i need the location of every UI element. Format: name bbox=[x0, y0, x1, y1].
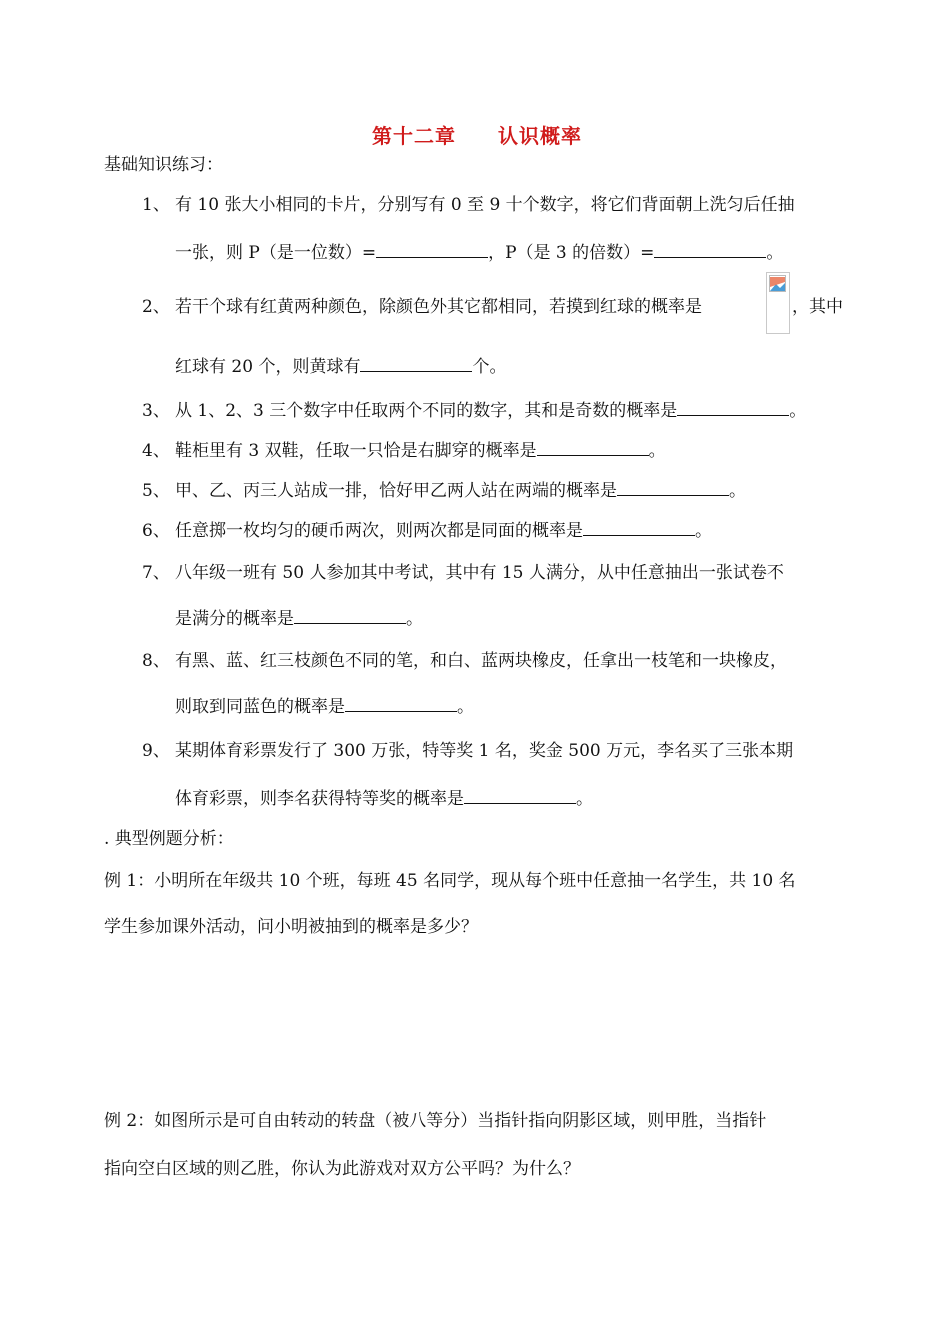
question-text-continued bbox=[175, 692, 474, 717]
example-2-text: 例 2：如图所示是可自由转动的转盘（被八等分）当指针指向阴影区域，则甲胜，当指针 bbox=[104, 1111, 767, 1131]
answer-blank[interactable] bbox=[464, 789, 576, 804]
answer-blank[interactable] bbox=[537, 441, 649, 456]
page-title: 第十二章 认识概率 bbox=[372, 124, 582, 148]
question-text: 甲、乙、丙三人站成一排，恰好甲乙两人站在两端的概率是 bbox=[175, 481, 617, 501]
answer-blank[interactable] bbox=[360, 357, 472, 372]
answer-blank[interactable] bbox=[345, 697, 457, 712]
example-1-text-continued: 学生参加课外活动，问小明被抽到的概率是多少？ bbox=[104, 917, 478, 937]
question-text: 八年级一班有 50 人参加其中考试，其中有 15 人满分，从中任意抽出一张试卷不 bbox=[175, 563, 784, 583]
question-number: 8、 bbox=[142, 651, 170, 671]
question-text: 任意掷一枚均匀的硬币两次，则两次都是同面的概率是 bbox=[175, 521, 583, 541]
question-text: 。 bbox=[695, 521, 712, 541]
question-number: 7、 bbox=[142, 563, 170, 583]
answer-blank[interactable] bbox=[654, 243, 766, 258]
question-number: 4、 bbox=[142, 441, 170, 461]
question-text: 个。 bbox=[472, 357, 507, 377]
question-text-line bbox=[175, 476, 746, 501]
section-heading-basic: 基础知识练习： bbox=[104, 155, 223, 175]
question-text-continued bbox=[175, 238, 783, 263]
question-text-continued bbox=[175, 604, 423, 629]
fraction-image-placeholder bbox=[766, 272, 790, 334]
question-number: 2、 bbox=[142, 297, 170, 317]
question-text: ，其中 bbox=[792, 297, 843, 317]
section-heading-examples: . 典型例题分析： bbox=[104, 829, 234, 849]
question-text: 。 bbox=[406, 609, 423, 629]
question-text-line bbox=[175, 396, 806, 421]
question-text: 是满分的概率是 bbox=[175, 609, 294, 629]
question-text: 鞋柜里有 3 双鞋，任取一只恰是右脚穿的概率是 bbox=[175, 441, 537, 461]
question-text: 红球有 20 个，则黄球有 bbox=[175, 357, 361, 377]
question-number: 6、 bbox=[142, 521, 170, 541]
question-text: 。 bbox=[457, 697, 474, 717]
question-text: 一张，则 P（是一位数）= bbox=[175, 243, 377, 263]
answer-blank[interactable] bbox=[376, 243, 488, 258]
example-2-text-continued: 指向空白区域的则乙胜，你认为此游戏对双方公平吗？为什么？ bbox=[104, 1159, 580, 1179]
question-text-line bbox=[175, 436, 666, 461]
question-number: 5、 bbox=[142, 481, 170, 501]
question-text-line bbox=[175, 516, 712, 541]
question-number: 9、 bbox=[142, 741, 170, 761]
question-text-continued bbox=[175, 784, 593, 809]
answer-blank[interactable] bbox=[677, 401, 789, 416]
question-text: 有黑、蓝、红三枝颜色不同的笔，和白、蓝两块橡皮，任拿出一枝笔和一块橡皮， bbox=[175, 651, 787, 671]
example-1-text: 例 1：小明所在年级共 10 个班，每班 45 名同学，现从每个班中任意抽一名学生，共 10 名 bbox=[104, 871, 796, 891]
question-text-continued bbox=[175, 352, 506, 377]
question-text: 某期体育彩票发行了 300 万张，特等奖 1 名，奖金 500 万元，李名买了三张本期 bbox=[175, 741, 794, 761]
question-text: 。 bbox=[729, 481, 746, 501]
question-text: 。 bbox=[766, 243, 784, 263]
question-text: 从 1、2、3 三个数字中任取两个不同的数字，其和是奇数的概率是 bbox=[175, 401, 678, 421]
question-text: 体育彩票，则李名获得特等奖的概率是 bbox=[175, 789, 464, 809]
question-text: 若干个球有红黄两种颜色，除颜色外其它都相同，若摸到红球的概率是 bbox=[175, 297, 702, 317]
question-number: 3、 bbox=[142, 401, 170, 421]
question-number: 1、 bbox=[142, 195, 170, 215]
broken-image-icon bbox=[769, 275, 786, 292]
question-text: 。 bbox=[789, 401, 807, 421]
answer-blank[interactable] bbox=[583, 521, 695, 536]
question-text: 。 bbox=[648, 441, 666, 461]
question-text: 则取到同蓝色的概率是 bbox=[175, 697, 345, 717]
answer-blank[interactable] bbox=[294, 609, 406, 624]
answer-blank[interactable] bbox=[617, 481, 729, 496]
question-text: 有 10 张大小相同的卡片，分别写有 0 至 9 十个数字，将它们背面朝上洗匀后任抽 bbox=[175, 195, 795, 215]
question-text: ，P（是 3 的倍数）= bbox=[488, 243, 655, 263]
question-text: 。 bbox=[576, 789, 593, 809]
